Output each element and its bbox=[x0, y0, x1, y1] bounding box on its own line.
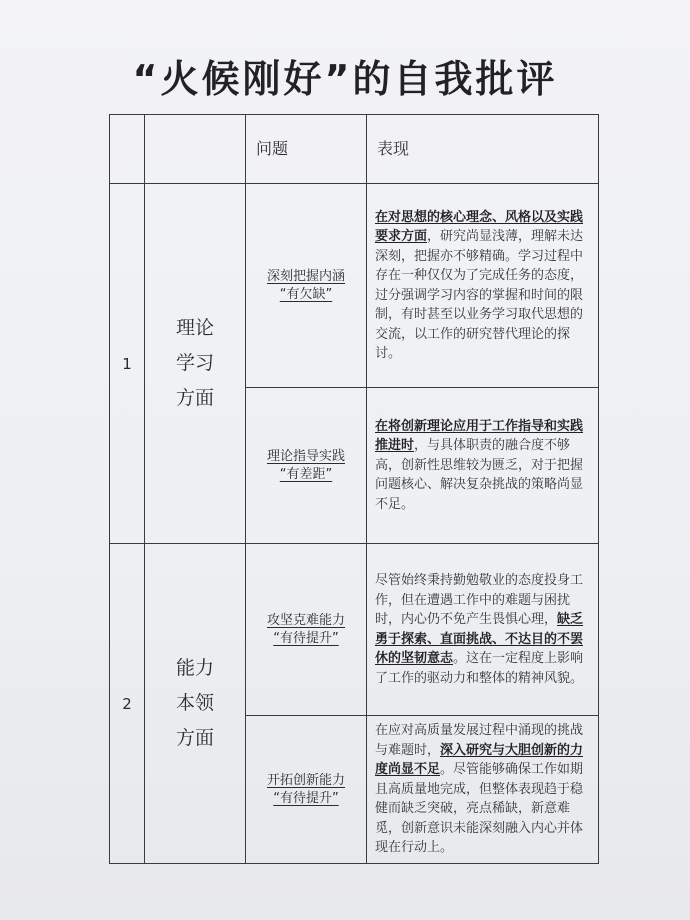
table-row bbox=[110, 544, 599, 716]
question-line: 开拓创新能力 bbox=[266, 772, 345, 788]
category-line: 学习 bbox=[175, 352, 214, 374]
question-cell bbox=[246, 388, 367, 544]
emphasis-text: 缺乏勇于探索、直面挑战、不达目的不罢休的坚韧意志 bbox=[375, 612, 584, 666]
header-question: 问题 bbox=[246, 115, 367, 184]
performance-cell bbox=[367, 184, 599, 388]
header-performance: 表现 bbox=[367, 115, 599, 184]
question-line: “有欠缺” bbox=[279, 286, 333, 302]
question-line: “有待提升” bbox=[273, 790, 339, 806]
body-text: ，研究尚显浅薄，理解未达深刻，把握亦不够精确。学习过程中存在一种仅仅为了完成任务的态度，过分强调学习内容的掌握和时间的限制，有时甚至以业务学习取代思想的交流，以工作的研究替代理论的探讨。 bbox=[375, 229, 584, 361]
table-row bbox=[110, 184, 599, 388]
emphasis-text: 在对思想的核心理念、风格以及实践要求方面 bbox=[375, 209, 584, 244]
question-line: “有差距” bbox=[279, 466, 333, 482]
section-number: 2 bbox=[110, 544, 145, 864]
body-text: 。尽管能够确保工作如期且高质量地完成，但整体表现趋于稳健而缺乏突破，亮点稀缺，新意难觅，创新意识未能深刻融入内心并体现在行动上。 bbox=[375, 762, 584, 856]
section-number: 1 bbox=[110, 184, 145, 544]
question-cell bbox=[246, 184, 367, 388]
body-text: ，与具体职责的融合度不够高，创新性思维较为匮乏，对于把握问题核心、解决复杂挑战的策略尚显不足。 bbox=[375, 438, 584, 512]
category-line: 理论 bbox=[175, 317, 214, 339]
self-criticism-table bbox=[109, 114, 599, 864]
performance-cell bbox=[367, 544, 599, 716]
body-text: 。这在一定程度上影响了工作的驱动力和整体的精神风貌。 bbox=[375, 651, 584, 686]
emphasis-text: 在将创新理论应用于工作指导和实践推进时 bbox=[375, 418, 584, 454]
performance-cell bbox=[367, 716, 599, 864]
body-text: 在应对高质量发展过程中涌现的挑战与难题时， bbox=[375, 723, 584, 758]
emphasis-text: 深入研究与大胆创新的力度尚显不足 bbox=[375, 742, 584, 778]
header-num bbox=[110, 115, 145, 184]
question-cell bbox=[246, 716, 367, 864]
question-line: 攻坚克难能力 bbox=[266, 612, 345, 628]
question-line: 深刻把握内涵 bbox=[266, 268, 345, 284]
section-category bbox=[145, 184, 246, 544]
header-category bbox=[145, 115, 246, 184]
category-line: 方面 bbox=[175, 387, 214, 409]
question-cell bbox=[246, 544, 367, 716]
question-line: “有待提升” bbox=[273, 630, 339, 646]
body-text: 尽管始终秉持勤勉敬业的态度投身工作，但在遭遇工作中的难题与困扰时，内心仍不免产生畏惧心理， bbox=[375, 573, 584, 627]
page-title: “火候刚好”的自我批评 bbox=[132, 57, 558, 101]
category-line: 能力 bbox=[175, 657, 214, 679]
section-category bbox=[145, 544, 246, 864]
table-header-row bbox=[110, 115, 599, 184]
question-line: 理论指导实践 bbox=[266, 448, 345, 464]
category-line: 本领 bbox=[175, 692, 214, 714]
performance-cell bbox=[367, 388, 599, 544]
category-line: 方面 bbox=[175, 727, 214, 749]
